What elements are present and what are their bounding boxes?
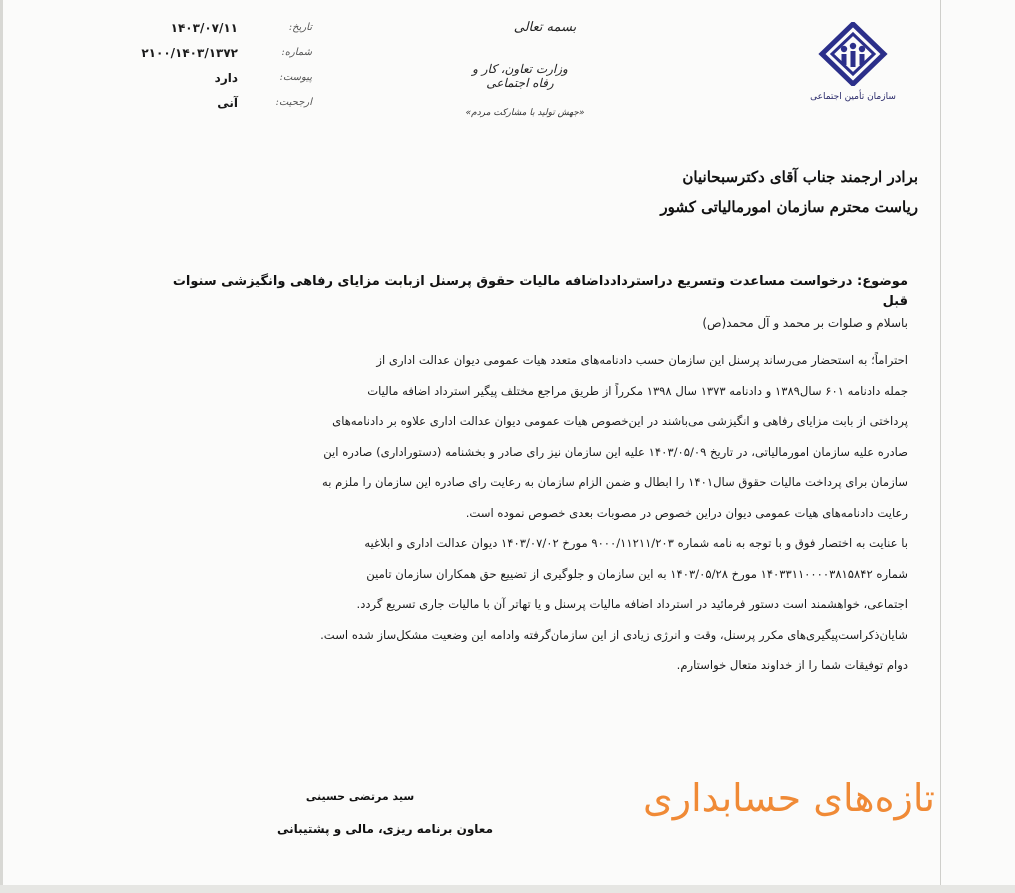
addressee <box>560 162 918 222</box>
body-line: شایان‌ذکراست‌پیگیری‌های مکرر پرسنل، وقت و انرژی زیادی از این سازمان‌گرفته وادامه این وضعیت مشکل‌ساز شده است. <box>320 627 908 642</box>
addressee-line: برادر ارجمند جناب آقای دکترسبحانیان <box>682 168 918 186</box>
body-line: شماره ۱۴۰۳۳۱۱۰۰۰۰۳۸۱۵۸۴۲ مورخ ۱۴۰۳/۰۵/۲۸ به این سازمان و جلوگیری از تضییع حق همکاران سازمان تامین <box>366 566 908 581</box>
slogan: «جهش تولید با مشارکت مردم» <box>465 108 585 118</box>
meta-value: دارد <box>214 71 238 85</box>
body-line: جمله دادنامه ۶۰۱ سال۱۳۸۹ و دادنامه ۱۳۷۳ سال ۱۳۹۸ مکرراً از طریق مراجع مختلف پیگیر استرداد اضافه مالیات <box>367 383 908 398</box>
meta-label: ارجحیت: <box>275 97 312 108</box>
bismillah: بسمه تعالی <box>513 20 577 35</box>
body-line: اجتماعی، خواهشمند است دستور فرمائید در استرداد اضافه مالیات پرسنل و یا تهاتر آن با مالیات جاری تسریع گردد. <box>356 597 908 611</box>
subject-text: درخواست مساعدت وتسریع دراستردادداضافه مالیات حقوق پرسنل ازبابت مزایای رفاهی وانگیزشی سنوات قبل <box>172 274 908 309</box>
body-line: سازمان برای پرداخت مالیات حقوق سال۱۴۰۱ را ابطال و ضمن الزام سازمان به رعایت رای صادره این سازمان را ملزم به <box>322 475 908 489</box>
addressee-line: ریاست محترم سازمان امورمالیاتی کشور <box>660 198 918 216</box>
page-right-edge <box>940 0 941 893</box>
organization-name: سازمان تأمین اجتماعی <box>810 92 896 102</box>
letter-body <box>118 345 908 681</box>
page-left-edge <box>0 0 3 893</box>
meta-row-attachment <box>120 68 320 93</box>
meta-label: شماره: <box>281 47 312 58</box>
meta-row-number <box>120 43 320 68</box>
greeting: باسلام و صلوات بر محمد و آل محمد(ص) <box>702 316 908 330</box>
signer-title: معاون برنامه ریزی، مالی و پشتیبانی <box>276 822 494 836</box>
watermark-text: تازه‌های حسابداری <box>643 776 935 820</box>
meta-label: پیوست: <box>279 72 312 83</box>
organization-logo-icon <box>818 22 888 86</box>
meta-value: ۱۴۰۳/۰۷/۱۱ <box>170 21 238 35</box>
body-line: دوام توفیقات شما را از خداوند متعال خواستارم. <box>676 658 908 672</box>
ministry-name: وزارت تعاون، کار و رفاه اجتماعی <box>472 62 568 90</box>
subject-label: موضوع: <box>857 274 908 289</box>
meta-value: ۲۱۰۰/۱۴۰۳/۱۳۷۲ <box>141 46 238 60</box>
meta-label: تاریخ: <box>288 22 312 33</box>
body-line: پرداختی از بابت مزایای رفاهی و انگیزشی می‌باشند در این‌خصوص هیات عمومی دیوان عدالت اداری علاوه بر دادنامه‌های <box>332 414 908 428</box>
signer-name: سید مرتضی حسینی <box>305 790 415 803</box>
body-line: با عنایت به اختصار فوق و با توجه به نامه شماره ۹۰۰۰/۱۱۲۱۱/۲۰۳ مورخ ۱۴۰۳/۰۷/۰۲ دیوان عدالت اداری و ابلاغیه <box>364 536 908 550</box>
body-line: صادره علیه سازمان امورمالیاتی، در تاریخ ۱۴۰۳/۰۵/۰۹ علیه این سازمان نیز رای صادر و بخشنامه (دستوراداری) صادره این <box>323 444 908 459</box>
meta-value: آنی <box>217 96 238 110</box>
letter-meta <box>120 18 320 118</box>
body-line: رعایت دادنامه‌های هیات عمومی دیوان دراین خصوص در مصوبات بعدی خصوص نموده است. <box>465 505 908 520</box>
page-bottom-edge <box>0 885 1015 893</box>
body-line: احتراماً؛ به استحضار می‌رساند پرسنل این سازمان حسب دادنامه‌های متعدد هیات عمومی دیوان عدالت اداری از <box>376 353 908 367</box>
meta-row-date <box>120 18 320 43</box>
meta-row-priority <box>120 93 320 118</box>
subject <box>150 272 908 312</box>
